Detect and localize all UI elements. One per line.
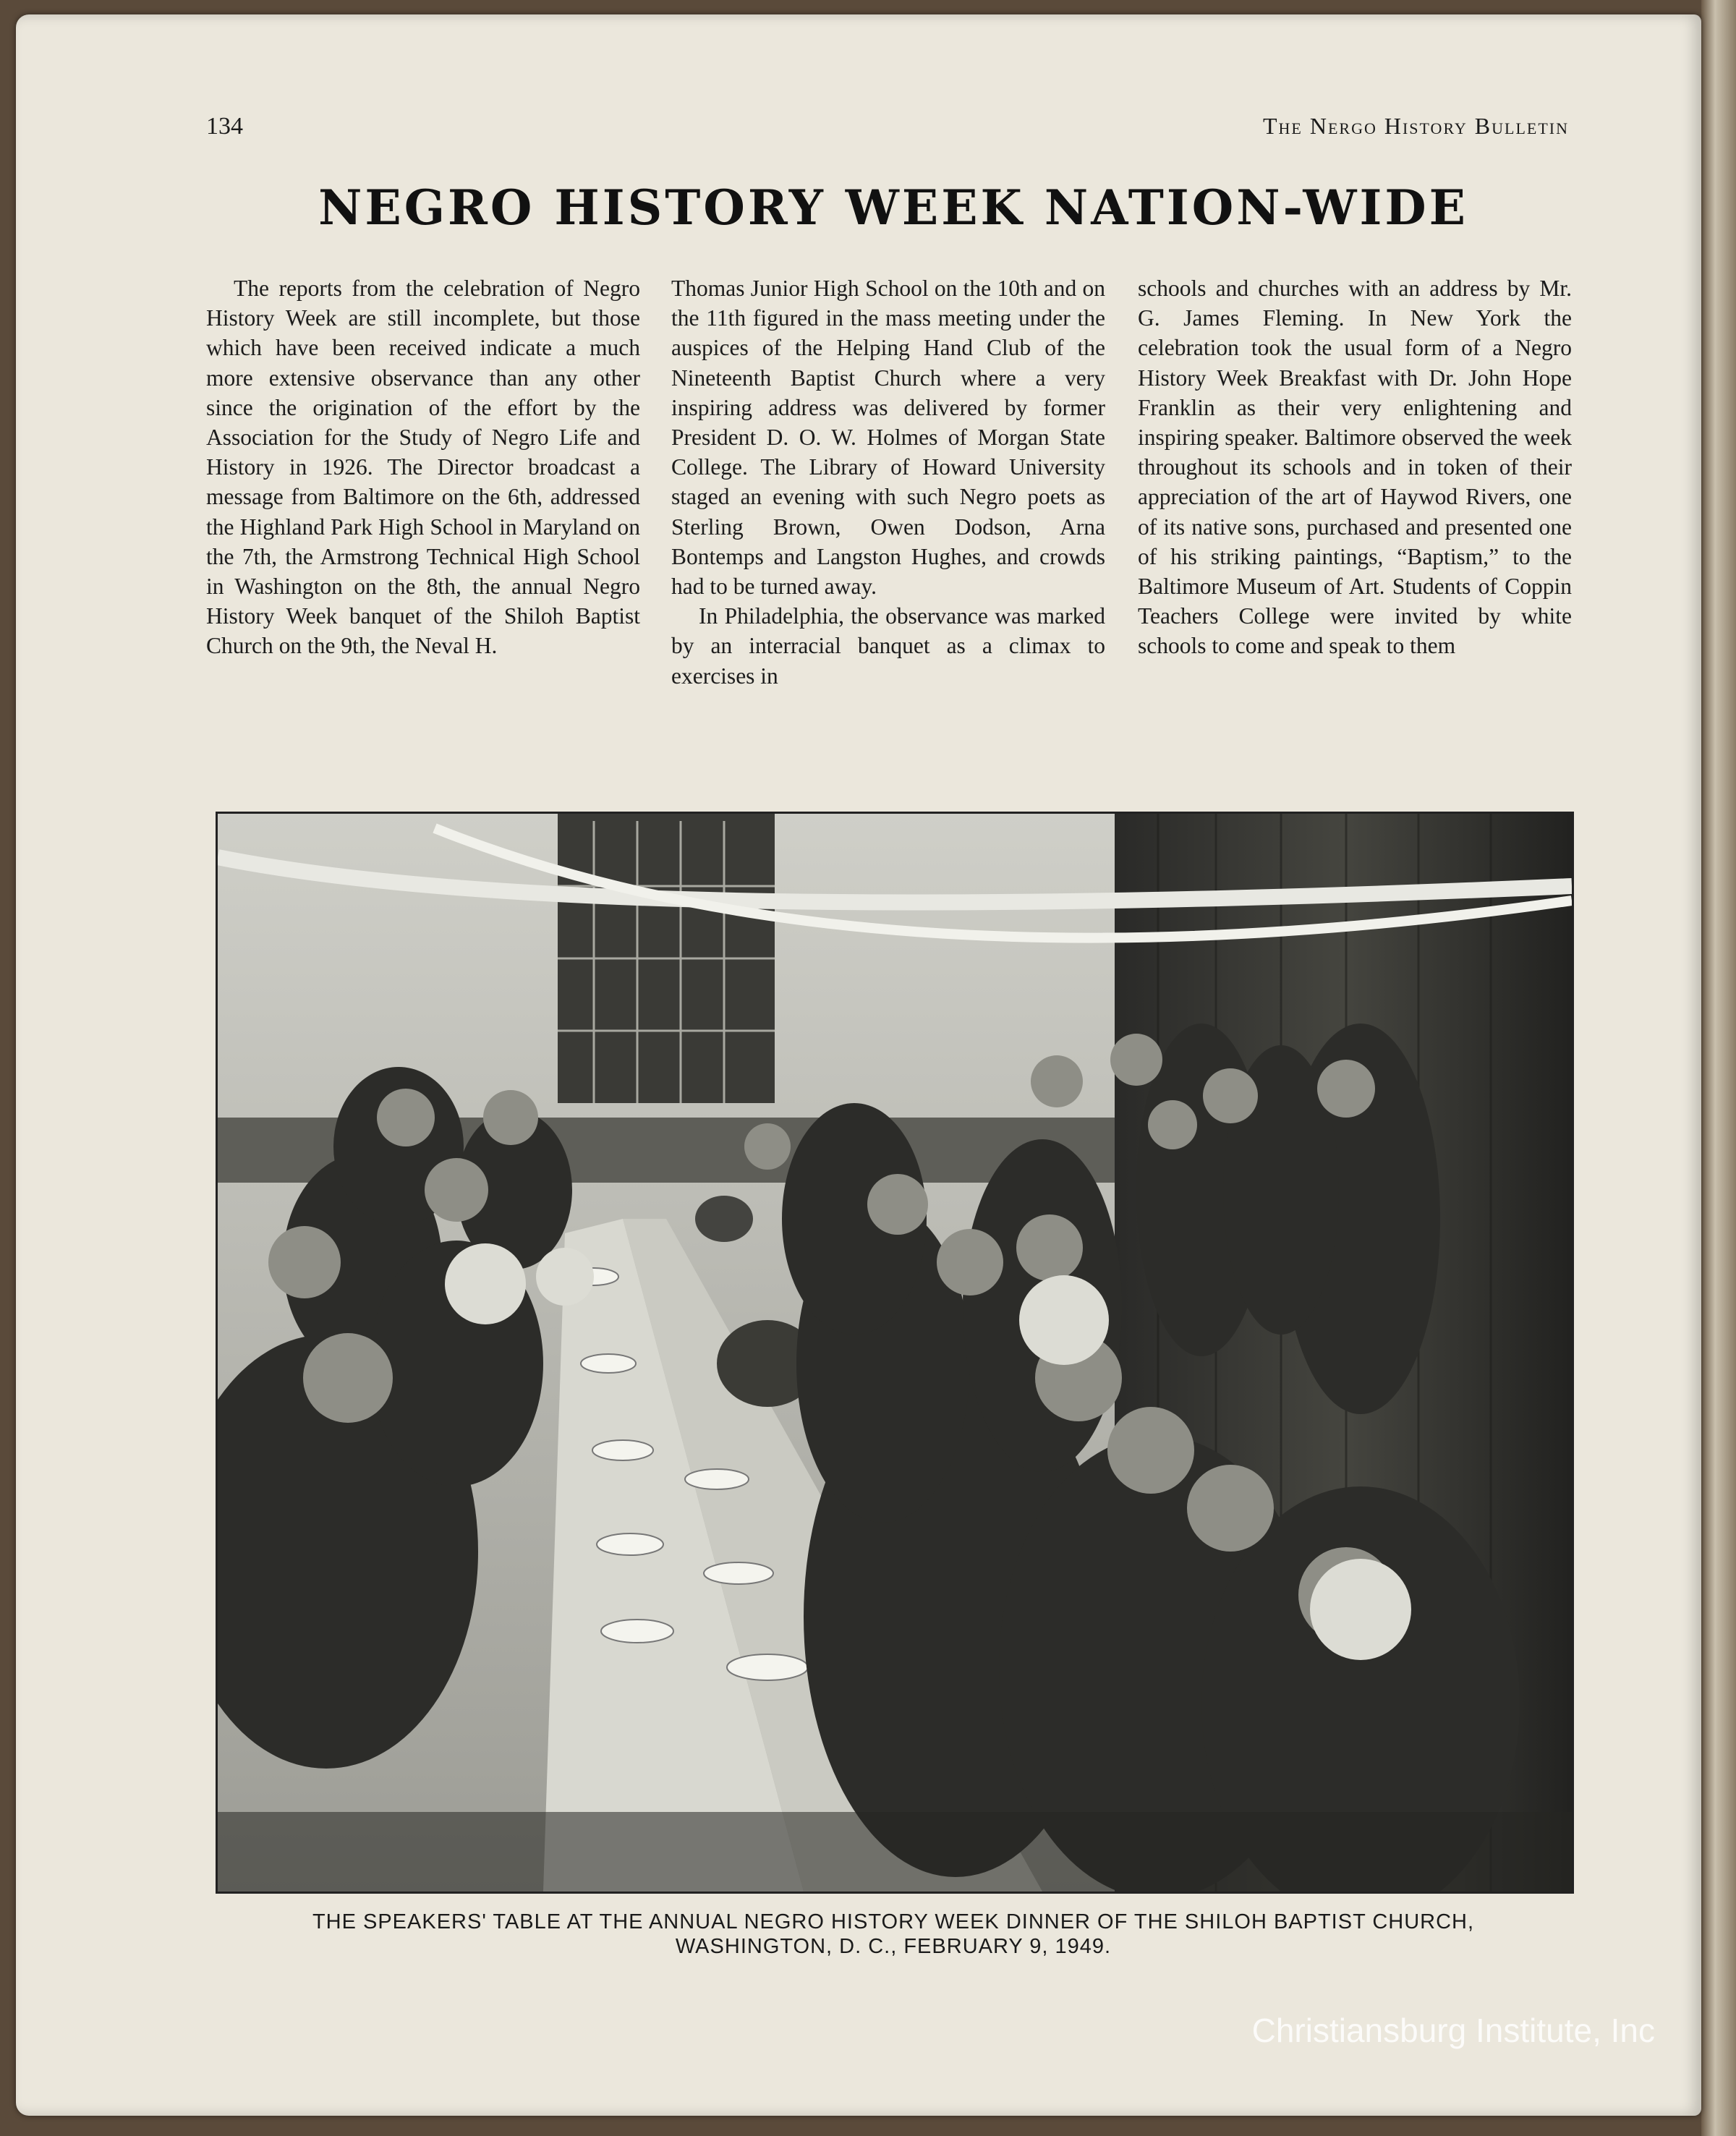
archive-watermark: Christiansburg Institute, Inc — [1251, 2012, 1655, 2049]
article-column-2 — [671, 273, 1105, 691]
column-2-paragraph-2: In Philadelphia, the observance was marked by an interracial banquet as a climax to exercises in — [671, 603, 1105, 689]
article-column-3 — [1138, 273, 1572, 661]
article-headline: NEGRO HISTORY WEEK NATION-WIDE — [318, 179, 1468, 236]
photo-caption-line-2: WASHINGTON, D. C., FEBRUARY 9, 1949. — [675, 1935, 1112, 1958]
column-3-paragraph-1: schools and churches with an address by Mr. G. James Fleming. In New York the celebration took the usual form of a Negro History Week Breakfast with Dr. John Hope Franklin as their very enlightening and inspiring speaker. Baltimore observed the week throughout its schools and in token of their appreciation of the art of Haywod Rivers, one of its native sons, purchased and presented one of his striking paintings, “Baptism,” to the Baltimore Museum of Art. Students of Coppin Teachers College were invited by white schools to come and speak to them — [1138, 276, 1572, 659]
article-column-1 — [206, 273, 640, 661]
column-1-paragraph-1: The reports from the celebration of Negro History Week are still incomplete, but those which have been received indicate a much more extensive observance than any other since the origination of the effort by the Association for the Study of Negro Life and History in 1926. The Director broadcast a message from Baltimore on the 6th, addressed the Highland Park High School in Maryland on the 7th, the Armstrong Technical High School in Washington on the 8th, the annual Negro History Week banquet of the Shiloh Baptist Church on the 9th, the Neval H. — [206, 276, 640, 659]
page-number: 134 — [206, 113, 243, 140]
banquet-photograph — [216, 812, 1574, 1894]
photo-caption-line-1: THE SPEAKERS' TABLE AT THE ANNUAL NEGRO HISTORY WEEK DINNER OF THE SHILOH BAPTIST CHURCH, — [312, 1910, 1475, 1933]
column-2-paragraph-1: Thomas Junior High School on the 10th and on the 11th figured in the mass meeting under the auspices of the Helping Hand Club of the Nineteenth Baptist Church where a very inspiring address was delivered by former President D. O. W. Holmes of Morgan State College. The Library of Howard University staged an evening with such Negro poets as Sterling Brown, Owen Dodson, Arna Bontemps and Langston Hughes, and crowds had to be turned away. — [671, 276, 1105, 600]
running-head: The Nergo History Bulletin — [1262, 113, 1569, 139]
adjacent-page-edge — [1701, 0, 1736, 2136]
photo-caption — [206, 1910, 1580, 1959]
